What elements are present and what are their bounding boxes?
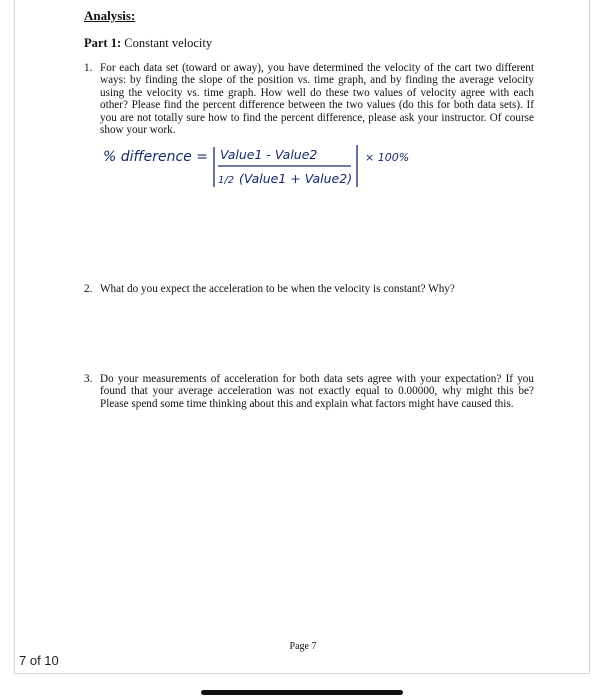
page-counter: 7 of 10 [19, 653, 59, 668]
question-2 [84, 283, 534, 295]
question-number: 2. [84, 283, 93, 295]
analysis-heading: Analysis: [84, 8, 136, 23]
formula-lhs: % difference = [103, 149, 208, 165]
formula-numerator: Value1 - Value2 [220, 147, 318, 162]
handwritten-formula [103, 139, 433, 199]
part-title [84, 36, 212, 51]
question-text: For each data set (toward or away), you have determined the velocity of the cart two different ways: by finding the slope of the position vs. time graph, and by finding the average velocity using the velocity vs. time graph. How well do these two values of velocity agree with each other? Please find the percent difference between the two values (do this for both data sets). If you are not totally sure how to find the percent difference, please ask your instructor. Of course show your work. [100, 62, 534, 137]
question-number: 1. [84, 62, 93, 74]
formula-denominator: (Value1 + Value2) [239, 171, 353, 186]
question-text: What do you expect the acceleration to be when the velocity is constant? Why? [100, 283, 455, 295]
formula-multiplier: × 100% [365, 151, 410, 164]
page-footer: Page 7 [289, 641, 317, 652]
question-1 [84, 62, 534, 136]
question-text: Do your measurements of acceleration for both data sets agree with your expectation? If you found that your average acceleration was not exactly equal to 0.00000, why might this be? Please spend some time thinking about this and explain what factors might have caused this. [100, 373, 534, 410]
part-name: Constant velocity [124, 36, 213, 50]
question-3 [84, 373, 534, 410]
document-page [14, 0, 590, 674]
question-number: 3. [84, 373, 93, 385]
part-label: Part 1: [84, 36, 122, 50]
home-indicator[interactable] [201, 690, 403, 695]
formula-half: 1/2 [218, 175, 235, 186]
